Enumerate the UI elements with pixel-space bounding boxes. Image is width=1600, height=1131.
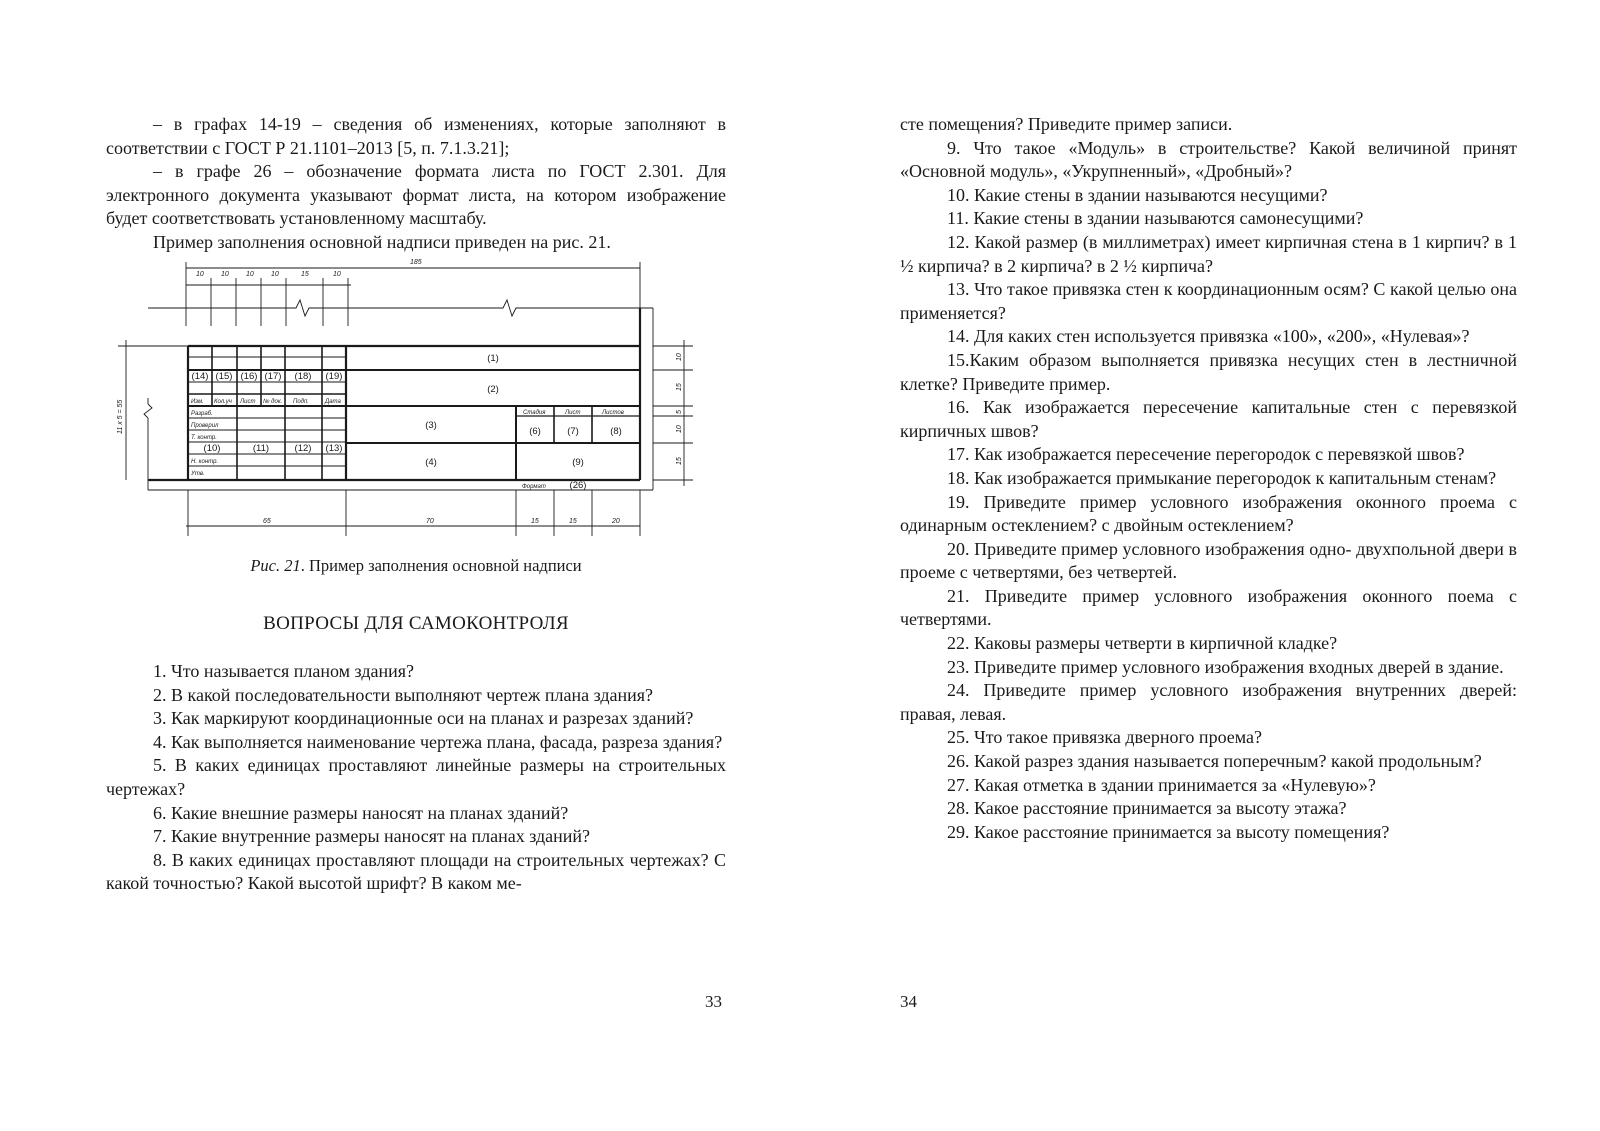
col-head-2: Кол.уч <box>214 399 232 405</box>
question: 29. Какое расстояние принимается за высоту помещения? <box>947 821 1390 842</box>
question: 12. Какой размер (в миллиметрах) имеет кирпичная стена в 1 кирпич? в 1 ½ кирпича? в 2 кирпича? в 2 ½ кирпича? <box>900 231 1517 276</box>
cell-17: (17) <box>264 371 282 382</box>
question: 22. Каковы размеры четверти в кирпичной кладке? <box>947 633 1338 654</box>
dim-top-total: 185 <box>410 259 422 266</box>
row-label-5: Н. контр. <box>191 459 219 465</box>
cell-11: (11) <box>252 443 270 454</box>
section-heading: ВОПРОСЫ ДЛЯ САМОКОНТРОЛЯ <box>263 613 569 634</box>
questions-right <box>900 113 1517 844</box>
dim-bottom-5: 20 <box>612 518 620 525</box>
dim-bottom-3: 15 <box>531 518 539 525</box>
title-block-figure <box>118 258 708 548</box>
question: 11. Какие стены в здании называются самонесущими? <box>947 208 1364 229</box>
format-label: Формат <box>522 484 546 490</box>
question: 5. В каких единицах проставляют линейные размеры на строительных чертежах? <box>106 755 726 799</box>
dim-left: 11 x 5 = 55 <box>117 399 124 434</box>
cell-7: (7) <box>567 426 579 437</box>
dim-top-5: 15 <box>301 271 309 278</box>
cell-10: (10) <box>203 443 221 454</box>
question: 28. Какое расстояние принимается за высоту этажа? <box>947 798 1347 819</box>
dim-top-6: 10 <box>333 271 341 278</box>
cell-15: (15) <box>215 371 233 382</box>
dim-bottom-4: 15 <box>569 518 577 525</box>
cell-8: (8) <box>610 426 622 437</box>
col-head-3: Лист <box>240 399 256 405</box>
question: 27. Какая отметка в здании принимается за «Нулевую»? <box>947 774 1376 795</box>
dim-top-2: 10 <box>221 271 229 278</box>
cell-12: (12) <box>294 443 312 454</box>
question: 10. Какие стены в здании называются несущими? <box>947 184 1328 205</box>
figure-caption <box>106 556 726 576</box>
stage-head-2: Лист <box>565 410 581 416</box>
dim-top-4: 10 <box>271 271 279 278</box>
cell-3: (3) <box>425 420 437 431</box>
dim-right-4: 10 <box>676 425 683 433</box>
dim-top-3: 10 <box>246 271 254 278</box>
dim-top-1: 10 <box>196 271 204 278</box>
row-label-1: Разраб. <box>191 411 213 417</box>
cell-4: (4) <box>425 457 437 468</box>
question: 25. Что такое привязка дверного проема? <box>947 727 1263 748</box>
question: 24. Приведите пример условного изображения внутренних дверей: правая, левая. <box>900 680 1517 724</box>
row-label-2: Проверил <box>191 423 219 429</box>
page-number-left: 33 <box>705 992 722 1011</box>
page-number-right: 34 <box>900 992 917 1011</box>
dim-right-1: 10 <box>676 353 683 361</box>
paragraph: – в графах 14-19 – сведения об изменениях, которые заполняют в соответствии с ГОСТ Р 21.1101–2013 [5, п. 7.1.3.21]; <box>106 114 726 158</box>
col-head-6: Дата <box>325 399 341 405</box>
dim-right-3: 5 <box>676 410 683 414</box>
stage-head-3: Листов <box>602 410 624 416</box>
question: 1. Что называется планом здания? <box>153 661 414 681</box>
question: 6. Какие внешние размеры наносят на планах зданий? <box>153 802 569 823</box>
question: 14. Для каких стен используется привязка «100», «200», «Нулевая»? <box>947 326 1470 347</box>
question: 8. В каких единицах проставляют площади на строительных чертежах? С какой точностью? Какой высотой шрифт? В каком ме- <box>106 849 726 894</box>
cell-18: (18) <box>294 371 312 382</box>
cell-26: (26) <box>569 480 587 491</box>
intro-text <box>106 113 726 255</box>
row-label-3: Т. контр. <box>191 435 217 441</box>
cell-16: (16) <box>240 371 258 382</box>
question: 3. Как маркируют координационные оси на планах и разрезах зданий? <box>153 708 694 729</box>
dim-right-2: 15 <box>676 383 683 391</box>
paragraph: – в графе 26 – обозначение формата листа по ГОСТ 2.301. Для электронного документа указывают формат листа, на котором изображение будет соответствовать установленному масштабу. <box>106 161 726 229</box>
right-page <box>800 0 1600 1131</box>
dim-right-5: 15 <box>676 457 683 465</box>
caption-label: Рис. 21 <box>250 556 301 575</box>
dim-bottom-2: 70 <box>426 518 434 525</box>
dim-bottom-1: 65 <box>263 518 271 525</box>
question: 4. Как выполняется наименование чертежа плана, фасада, разреза здания? <box>153 731 723 752</box>
caption-text: . Пример заполнения основной надписи <box>300 556 582 575</box>
question: 13. Что такое привязка стен к координационным осям? С какой целью она применяется? <box>900 279 1517 323</box>
col-head-4: № док. <box>263 399 283 405</box>
question: 19. Приведите пример условного изображения оконного проема с одинарным остеклением? с двойным остеклением? <box>900 491 1517 536</box>
cell-1: (1) <box>487 353 499 364</box>
stage-head-1: Стадия <box>523 410 546 416</box>
question: 2. В какой последовательности выполняют чертеж плана здания? <box>153 684 654 705</box>
question: 17. Как изображается пересечение перегородок с перевязкой швов? <box>947 444 1465 465</box>
row-label-6: Утв. <box>191 471 205 477</box>
cell-6: (6) <box>529 426 541 437</box>
question: 16. Как изображается пересечение капитальные стен с перевязкой кирпичных швов? <box>900 397 1517 441</box>
cell-9: (9) <box>572 457 584 468</box>
cell-2: (2) <box>487 384 499 395</box>
col-head-5: Подп. <box>293 399 309 405</box>
question: 15.Каким образом выполняется привязка несущих стен в лестничной клетке? Приведите пример. <box>900 349 1517 394</box>
question: 21. Приведите пример условного изображения оконного поема с четвертями. <box>900 585 1517 630</box>
question: 20. Приведите пример условного изображения одно- двухпольной двери в проеме с четвертями, без четвертей. <box>900 538 1517 583</box>
question: 9. Что такое «Модуль» в строительстве? Какой величиной принят «Основной модуль», «Укрупненный», «Дробный»? <box>900 137 1517 182</box>
question: 18. Как изображается примыкание перегородок к капитальным стенам? <box>947 467 1497 488</box>
cell-19: (19) <box>325 371 343 382</box>
col-head-1: Изм. <box>191 399 204 405</box>
question: 26. Какой разрез здания называется поперечным? какой продольным? <box>947 751 1482 772</box>
question: 23. Приведите пример условного изображения входных дверей в здание. <box>947 656 1504 677</box>
cell-14: (14) <box>191 371 209 382</box>
cell-13: (13) <box>325 443 343 454</box>
questions-left <box>106 660 726 896</box>
question-continuation: сте помещения? Приведите пример записи. <box>900 114 1233 134</box>
question: 7. Какие внутренние размеры наносят на планах зданий? <box>153 826 591 847</box>
paragraph: Пример заполнения основной надписи приведен на рис. 21. <box>153 231 611 252</box>
